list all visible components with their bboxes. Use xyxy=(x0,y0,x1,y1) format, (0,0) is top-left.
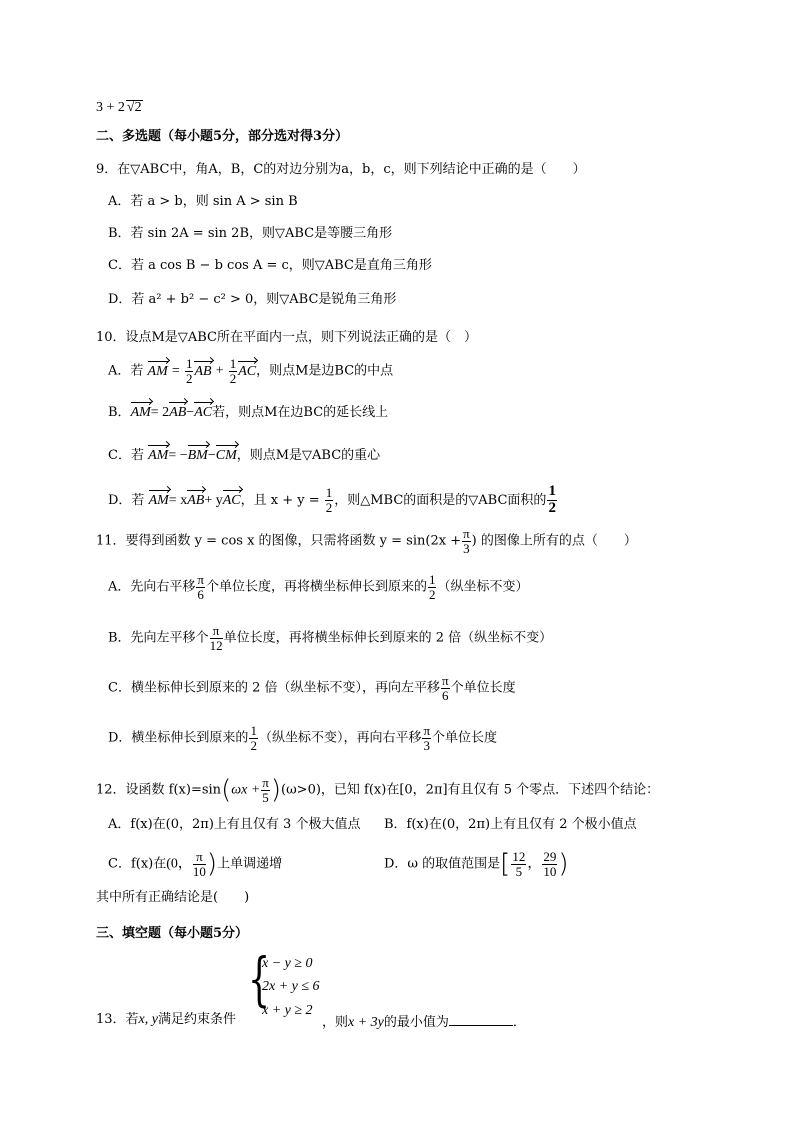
question-10-option-b xyxy=(108,406,388,420)
option-text: ，则△MBC的面积是的▽ABC面积的 xyxy=(334,492,547,508)
stem-text: 满足约束条件 xyxy=(157,1012,236,1027)
question-11-option-a xyxy=(108,573,529,601)
minus-sign: − xyxy=(186,405,195,420)
option-text: 上单调递增 xyxy=(217,856,283,872)
right-paren: ) xyxy=(270,775,281,806)
stem-text: ，则 xyxy=(322,1015,349,1030)
vector-ac: AC xyxy=(194,405,213,420)
vector-ab: AB xyxy=(187,492,205,508)
question-11-option-d xyxy=(108,724,497,752)
fraction-pi-over-10: $\frac{\pi}{10}$ xyxy=(192,849,206,879)
option-label: D．若 xyxy=(108,492,145,508)
option-text: 个单位长度 xyxy=(432,730,498,746)
constraint-3: x + y ≥ 2 xyxy=(262,1003,313,1018)
right-paren: ) xyxy=(206,849,218,880)
constraint-2: 2x + y ≤ 6 xyxy=(262,979,320,994)
vector-am: AM xyxy=(148,492,169,508)
stem-text: (ω>0)，已知 f(x)在[0，2π]有且仅有 5 个零点．下述四个结论： xyxy=(281,782,660,798)
coefficient: = − xyxy=(168,448,188,463)
condition-text: ，且 x + y = xyxy=(240,492,320,508)
coefficient: + y xyxy=(204,492,223,508)
question-13-tail xyxy=(322,1013,526,1030)
fraction-half: $\frac{1}{2}$ xyxy=(250,723,257,753)
previous-answer xyxy=(96,100,143,115)
option-text: B．先向左平移个 xyxy=(108,630,209,646)
option-text: A．先向右平移 xyxy=(108,579,196,595)
question-12-option-c xyxy=(108,850,282,878)
stem-text: 12．设函数 f(x)=sin xyxy=(96,782,222,798)
question-10-stem: 10．设点M是▽ABC所在平面内一点，则下列说法正确的是（ ） xyxy=(96,330,477,345)
option-text: 个单位长度，再将横坐标伸长到原来的 xyxy=(205,579,427,595)
minus-sign: − xyxy=(207,448,216,463)
variables: x, y xyxy=(138,1012,158,1027)
question-11-stem xyxy=(96,527,637,555)
fraction-12-over-5: $\frac{12}{5}$ xyxy=(512,849,526,879)
vector-ab: AB xyxy=(194,363,212,379)
fraction-half-bold: $\frac{1}{2}$ xyxy=(548,483,556,516)
vector-cm: CM xyxy=(215,448,237,463)
answer-base: 3 + 2 xyxy=(96,100,125,115)
option-label: B． xyxy=(108,405,131,420)
system-brace: { xyxy=(248,945,271,1013)
interval-open: (0， xyxy=(166,856,192,872)
question-11-option-b xyxy=(108,624,552,652)
question-12-footer: 其中所有正确结论是( ) xyxy=(96,890,250,905)
section-heading-multi-choice: 二、多选题（每小题5分，部分选对得3分） xyxy=(96,129,349,144)
coefficient: = x xyxy=(168,492,188,508)
separator: ， xyxy=(527,856,542,872)
constraint-1: x − y ≥ 0 xyxy=(262,956,313,971)
question-9-stem: 9．在▽ABC中，角A，B，C的对边分别为a，b，c，则下列结论中正确的是（ ） xyxy=(96,162,586,177)
question-9-option-b: B．若 sin 2A = sin 2B，则▽ABC是等腰三角形 xyxy=(108,226,393,241)
question-12-stem xyxy=(96,776,659,804)
vector-am: AM xyxy=(148,448,169,463)
option-text: （纵坐标不变） xyxy=(437,579,529,595)
question-10-option-d xyxy=(108,484,558,517)
fraction-pi-over-6: $\frac{\pi}{6}$ xyxy=(197,572,204,602)
fraction-pi-over-3: $\frac{\pi}{3}$ xyxy=(423,723,431,753)
stem-text: ) 的图像上所有的点（ ） xyxy=(471,533,637,549)
vector-ac: AC xyxy=(238,363,257,379)
question-12-option-d xyxy=(384,850,568,878)
option-label: C．若 xyxy=(108,448,144,463)
question-12-option-b: B．f(x)在(0，2π)上有且仅有 2 个极小值点 xyxy=(384,817,637,832)
question-10-option-a xyxy=(108,357,393,385)
question-9-option-c: C．若 a cos B − b cos A = c，则▽ABC是直角三角形 xyxy=(108,258,432,273)
fraction-29-over-10: $\frac{29}{10}$ xyxy=(543,849,557,879)
phase-expression: ωx + xyxy=(231,782,261,798)
vector-bm: BM xyxy=(187,448,208,463)
option-text: （纵坐标不变），再向右平移 xyxy=(258,730,422,746)
period: ． xyxy=(512,1015,526,1030)
vector-ab: AB xyxy=(169,405,187,420)
option-text: D．ω 的取值范围是 xyxy=(384,856,501,872)
fraction-pi-over-5: $\frac{\pi}{5}$ xyxy=(262,775,269,805)
left-paren: ( xyxy=(221,775,232,806)
fraction-half: $\frac{1}{2}$ xyxy=(185,356,193,386)
right-paren: ) xyxy=(558,849,569,880)
option-text: 单位长度，再将横坐标伸长到原来的 2 倍（纵坐标不变） xyxy=(223,630,553,646)
stem-text: 的最小值为 xyxy=(383,1015,449,1030)
fraction-half: $\frac{1}{2}$ xyxy=(428,572,436,602)
question-11-option-c xyxy=(108,674,516,702)
question-9-option-d: D．若 a² + b² − c² > 0，则▽ABC是锐角三角形 xyxy=(108,292,397,307)
answer-blank[interactable] xyxy=(449,1013,513,1026)
stem-text: 11．要得到函数 y = cos x 的图像，只需将函数 y = sin(2x + xyxy=(96,533,462,549)
section-heading-fill-blank: 三、填空题（每小题5分） xyxy=(96,926,249,941)
option-text: 若，则点M在边BC的延长线上 xyxy=(212,405,389,420)
plus-sign: + xyxy=(215,363,224,379)
question-12-option-a: A．f(x)在(0，2π)上有且仅有 3 个极大值点 xyxy=(108,817,361,832)
vector-ac: AC xyxy=(222,492,241,508)
answer-radicand: 2 xyxy=(134,100,142,115)
fraction-half: $\frac{1}{2}$ xyxy=(229,356,237,386)
left-bracket: [ xyxy=(500,849,511,880)
option-text: D．横坐标伸长到原来的 xyxy=(108,730,249,746)
question-9-option-a: A．若 a > b，则 sin A > sin B xyxy=(108,194,298,209)
question-10-option-c xyxy=(108,449,380,463)
sqrt-symbol: √2 xyxy=(126,100,142,115)
fraction-pi-over-3: $\frac{\pi}{3}$ xyxy=(463,526,470,556)
option-text: 个单位长度 xyxy=(450,680,516,696)
fraction-pi-over-12: $\frac{\pi}{12}$ xyxy=(209,623,223,653)
question-13-stem xyxy=(96,1013,236,1027)
objective-expression: x + 3y xyxy=(348,1015,384,1030)
equals-sign: = xyxy=(171,363,180,379)
stem-text: 13．若 xyxy=(96,1012,139,1027)
option-text: C．横坐标伸长到原来的 2 倍（纵坐标不变），再向左平移 xyxy=(108,680,440,696)
vector-am: AM xyxy=(147,363,168,379)
fraction-pi-over-6: $\frac{\pi}{6}$ xyxy=(441,673,449,703)
option-text: ，则点M是边BC的中点 xyxy=(256,363,394,379)
vector-am: AM xyxy=(130,405,151,420)
option-label: A．若 xyxy=(108,363,144,379)
option-text: ，则点M是▽ABC的重心 xyxy=(236,448,381,463)
fraction-half: $\frac{1}{2}$ xyxy=(325,485,333,515)
coefficient: = 2 xyxy=(150,405,170,420)
option-text: C．f(x)在 xyxy=(108,856,167,872)
